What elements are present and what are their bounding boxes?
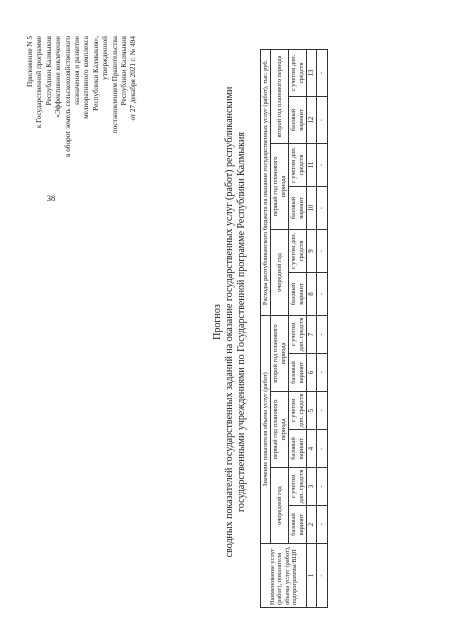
appendix-line: Приложение N 5: [26, 36, 34, 87]
table-cell: -: [317, 392, 327, 430]
table-cell: -: [317, 430, 327, 468]
forecast-table-wrapper: [260, 50, 328, 608]
table-cell: -: [317, 315, 327, 353]
appendix-line: Республики Калмыкия»,: [91, 36, 100, 111]
table-cell: -: [317, 186, 327, 229]
column-header-basic: базовый вариант: [289, 354, 307, 392]
appendix-line: к Государственной программе: [35, 36, 44, 129]
column-header-basic: базовый вариант: [289, 96, 307, 143]
title-line: сводных показателей государственных заданий на оказание государственных услуг (работ) республиканскими: [224, 86, 235, 558]
column-header-year: первый год планового периода: [271, 143, 289, 229]
column-number: 8: [307, 272, 317, 315]
column-header-year: второй год планового периода: [271, 315, 289, 391]
table-row: [317, 49, 327, 607]
appendix-line: утвержденной: [101, 36, 110, 80]
appendix-line: от 27 декабря 2021 г. № 494: [129, 36, 138, 121]
header-row: [271, 49, 289, 607]
column-header-basic: базовый вариант: [289, 506, 307, 544]
column-header-name: Наименование услуг (работ), показателя объема услуг (работ), подпрограммы/ВЦП: [261, 544, 307, 608]
header-row: [261, 49, 271, 607]
column-header-year: первый год планового периода: [271, 392, 289, 468]
appendix-line: мелиоративного комплекса: [82, 36, 91, 119]
column-header-basic: базовый вариант: [289, 430, 307, 468]
column-number: 1: [307, 544, 317, 608]
forecast-table: [260, 49, 328, 608]
column-number: 7: [307, 315, 317, 353]
title-line: Прогноз: [212, 304, 223, 340]
column-number: 11: [307, 143, 317, 186]
table-cell: -: [317, 96, 327, 143]
column-number: 10: [307, 186, 317, 229]
column-number: 5: [307, 392, 317, 430]
appendix-line: назначения и развитие: [73, 36, 82, 105]
table-cell: -: [317, 272, 327, 315]
column-group-expenses: Расходы республиканского бюджета на оказание государственных услуг (работ), тыс. руб.: [261, 49, 271, 315]
table-cell: -: [317, 506, 327, 544]
column-header-extra: с учетом доп. средств: [289, 315, 307, 353]
column-number: 3: [307, 468, 317, 506]
column-number: 9: [307, 229, 317, 272]
column-number: 12: [307, 96, 317, 143]
table-cell: -: [317, 143, 327, 186]
page-number: 38: [46, 192, 56, 203]
column-header-basic: базовый вариант: [289, 272, 307, 315]
appendix-line: постановлением Правительства: [110, 36, 119, 134]
column-header-extra: с учетом доп. средств: [289, 468, 307, 506]
column-header-basic: базовый вариант: [289, 186, 307, 229]
column-header-extra: с учетом доп. средств: [289, 49, 307, 96]
appendix-line: Республики Калмыкия: [44, 36, 53, 106]
appendix-line: в оборот земель сельскохозяйственного: [63, 36, 72, 157]
column-header-year: второй год планового периода: [271, 49, 289, 143]
table-cell: -: [317, 544, 327, 608]
header-row: [289, 49, 307, 607]
appendix-line: «Эффективное вовлечение: [54, 36, 63, 118]
title-line: государственными учреждениями по Государственной программе Республики Калмыкия: [236, 132, 247, 512]
column-header-year: очередной год: [271, 468, 289, 544]
column-header-extra: с учетом доп. средств: [289, 392, 307, 430]
table-cell: -: [317, 229, 327, 272]
table-cell: -: [317, 468, 327, 506]
column-header-extra: с учетом доп. средств: [289, 229, 307, 272]
column-number: 6: [307, 354, 317, 392]
document-sheet: [16, 22, 436, 622]
column-header-extra: с учетом доп. средств: [289, 143, 307, 186]
appendix-line: Республики Калмыкия: [120, 36, 129, 106]
document-title: [212, 22, 248, 622]
column-group-volume: Значение показателя объема услуг (работ): [261, 315, 271, 543]
column-header-year: очередной год: [271, 229, 289, 315]
table-cell: -: [317, 354, 327, 392]
column-number-row: [307, 49, 317, 607]
appendix-header: [26, 36, 139, 246]
table-cell: -: [317, 49, 327, 96]
column-number: 4: [307, 430, 317, 468]
column-number: 2: [307, 506, 317, 544]
column-number: 13: [307, 49, 317, 96]
